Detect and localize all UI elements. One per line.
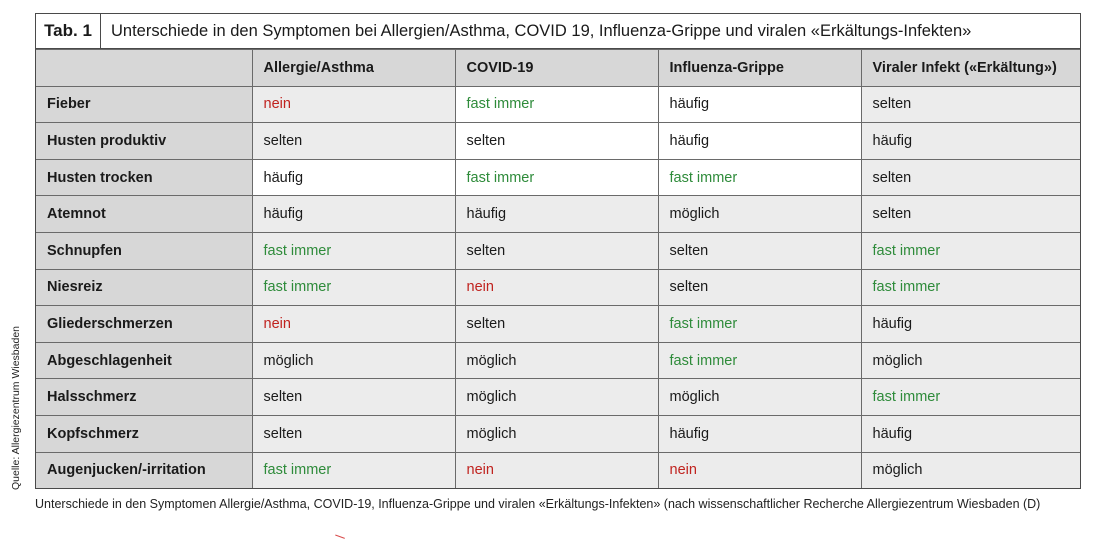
table-cell: fast immer	[252, 452, 455, 488]
table-cell: möglich	[658, 196, 861, 233]
symptom-label: Husten produktiv	[36, 123, 252, 160]
table-cell: fast immer	[861, 269, 1080, 306]
symptom-label: Halsschmerz	[36, 379, 252, 416]
table-cell: selten	[861, 196, 1080, 233]
table-cell: häufig	[658, 86, 861, 123]
symptom-label: Atemnot	[36, 196, 252, 233]
table-cell: fast immer	[658, 306, 861, 343]
table-cell: nein	[252, 306, 455, 343]
table-cell: selten	[252, 123, 455, 160]
table-row	[36, 123, 1080, 160]
symptom-label: Kopfschmerz	[36, 415, 252, 452]
table-cell: fast immer	[252, 232, 455, 269]
table-cell: häufig	[658, 415, 861, 452]
table-cell: möglich	[861, 452, 1080, 488]
table-body	[36, 86, 1080, 488]
symptom-label: Husten trocken	[36, 159, 252, 196]
table-cell: fast immer	[455, 159, 658, 196]
table-cell: nein	[252, 86, 455, 123]
table-cell: nein	[658, 452, 861, 488]
table-row	[36, 232, 1080, 269]
table-cell: selten	[252, 415, 455, 452]
table-cell: nein	[455, 452, 658, 488]
table-cell: selten	[455, 123, 658, 160]
column-header-influenza: Influenza-Grippe	[658, 50, 861, 87]
column-header-allergie: Allergie/Asthma	[252, 50, 455, 87]
table-row	[36, 379, 1080, 416]
table-cell: häufig	[252, 159, 455, 196]
symptom-label: Gliederschmerzen	[36, 306, 252, 343]
table-cell: fast immer	[861, 379, 1080, 416]
table-cell: möglich	[455, 415, 658, 452]
table-cell: häufig	[455, 196, 658, 233]
table-cell: selten	[658, 269, 861, 306]
table-cell: nein	[455, 269, 658, 306]
source-note: Quelle: Allergiezentrum Wiesbaden	[10, 325, 22, 490]
column-header-covid: COVID-19	[455, 50, 658, 87]
table-cell: selten	[455, 232, 658, 269]
table-cell: fast immer	[658, 342, 861, 379]
symptom-label: Fieber	[36, 86, 252, 123]
table-row	[36, 159, 1080, 196]
column-header-symptom	[36, 50, 252, 87]
column-header-viral: Viraler Infekt («Erkältung»)	[861, 50, 1080, 87]
table-row	[36, 86, 1080, 123]
table-cell: häufig	[861, 415, 1080, 452]
table-row	[36, 306, 1080, 343]
table-cell: selten	[252, 379, 455, 416]
table-cell: häufig	[861, 123, 1080, 160]
symptom-table	[36, 49, 1080, 488]
table-row	[36, 415, 1080, 452]
header-row	[36, 50, 1080, 87]
table-cell: möglich	[252, 342, 455, 379]
table-caption: Unterschiede in den Symptomen Allergie/Asthma, COVID-19, Influenza-Grippe und viralen «Erkältungs-Infekten» (nach wissenschaftlicher Recherche Allergiezentrum Wiesbaden (D)	[35, 497, 1041, 511]
table-cell: möglich	[455, 379, 658, 416]
table-row	[36, 269, 1080, 306]
table-row	[36, 342, 1080, 379]
table-cell: möglich	[861, 342, 1080, 379]
title-bar	[36, 14, 1080, 49]
table-cell: selten	[455, 306, 658, 343]
table-cell: häufig	[861, 306, 1080, 343]
table-cell: fast immer	[252, 269, 455, 306]
symptom-label: Niesreiz	[36, 269, 252, 306]
table-cell: fast immer	[658, 159, 861, 196]
table-row	[36, 196, 1080, 233]
table-cell: selten	[861, 159, 1080, 196]
table-cell: fast immer	[455, 86, 658, 123]
table-cell: selten	[658, 232, 861, 269]
symptom-label: Abgeschlagenheit	[36, 342, 252, 379]
stray-mark	[333, 535, 345, 545]
table-cell: selten	[861, 86, 1080, 123]
table-cell: möglich	[658, 379, 861, 416]
table-number: Tab. 1	[36, 14, 101, 48]
table-title: Unterschiede in den Symptomen bei Allergien/Asthma, COVID 19, Influenza-Grippe und viralen «Erkältungs-Infekten»	[111, 21, 972, 40]
symptom-label: Schnupfen	[36, 232, 252, 269]
table-row	[36, 452, 1080, 488]
symptom-label: Augenjucken/-irritation	[36, 452, 252, 488]
table-frame	[35, 13, 1081, 489]
table-cell: möglich	[455, 342, 658, 379]
table-cell: fast immer	[861, 232, 1080, 269]
table-cell: häufig	[658, 123, 861, 160]
table-cell: häufig	[252, 196, 455, 233]
